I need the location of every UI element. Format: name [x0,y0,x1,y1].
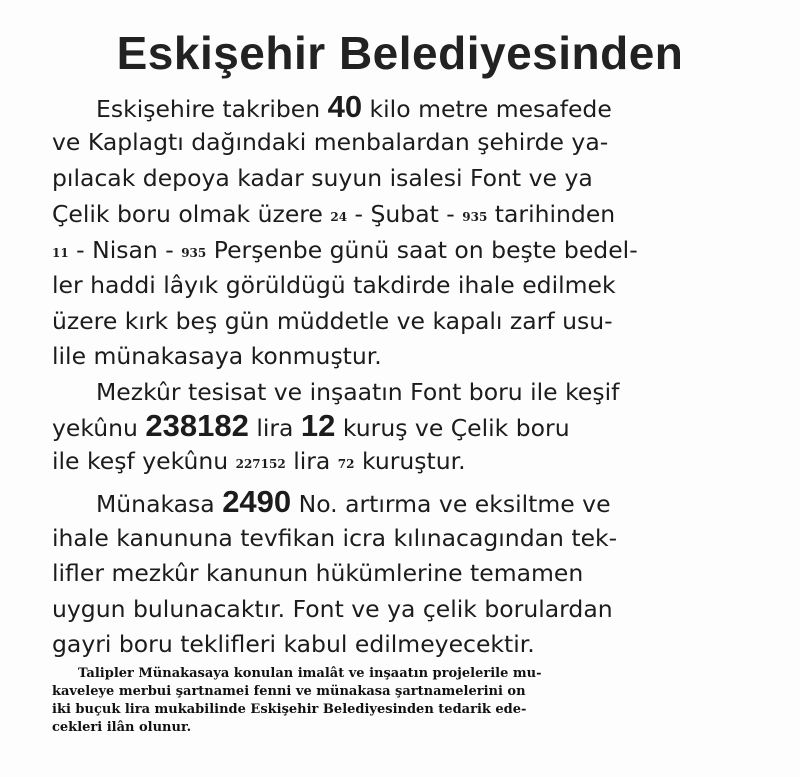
distance-number: 40 [327,89,363,124]
p3-line-3: lifler mezkûr kanunun hükümlerine temamen [52,559,584,587]
end-year: 935 [181,246,207,260]
p3-line-4: uygun bulunacaktır. Font ve ya çelik borulardan [52,595,613,623]
p2-line-1: Mezkûr tesisat ve inşaatın Font boru ile keşif [96,378,620,406]
p2-line-3-text-a: ile keşf yekûnu [52,447,236,475]
p3-line-1 [96,484,611,519]
p1-line-4-text-a: Çelik boru olmak üzere [52,200,331,228]
p1-line-3: pılacak depoya kadar suyun isalesi Font ve ya [52,164,593,192]
p1-line-7: üzere kırk beş gün müddetle ve kapalı zarf usu- [52,307,613,335]
p1-line-4-text-c: tarihinden [487,200,616,228]
p1-line-1-text-b: kilo metre mesafede [362,95,612,123]
p1-line-5-text-b: Perşenbe günü saat on beşte bedel- [206,236,638,264]
announcement-title: Eskişehir Belediyesinden [116,27,684,79]
end-day: 11 [52,246,69,260]
start-day: 24 [330,210,348,224]
p2-line-2-text-b: lira [248,414,301,442]
note-line-2: kaveleye merbui şartnamei fenni ve münakasa şartnamelerini on [52,684,526,699]
p1-line-1 [96,89,612,124]
law-number: 2490 [222,484,292,519]
cast-iron-cost-kurus: 12 [300,408,336,443]
p1-line-5-text-a: - Nisan - [68,236,182,264]
p2-line-2-text-c: kuruş ve Çelik boru [335,414,570,442]
p1-line-5 [52,235,638,268]
p2-line-3-text-b: lira [285,447,338,475]
p1-line-1-text-a: Eskişehire takriben [96,95,328,123]
p3-line-2: ihale kanununa tevfikan icra kılınacagından tek- [52,524,618,552]
p1-line-8: lile münakasaya konmuştur. [52,342,382,370]
p2-line-2 [52,408,570,443]
p1-line-2: ve Kaplagtı dağındaki menbalardan şehirde ya- [52,128,609,156]
p1-line-4-text-b: - Şubat - [347,200,463,228]
p3-line-1-text-b: No. artırma ve eksiltme ve [291,490,611,518]
steel-cost-lira: 227152 [235,457,286,471]
p1-line-4 [52,199,615,232]
steel-cost-kurus: 72 [337,457,355,471]
note-line-4: cekleri ilân olunur. [52,720,192,735]
p2-line-2-text-a: yekûnu [52,414,146,442]
note-line-1: Talipler Münakasaya konulan imalât ve inşaatın projelerile mu- [78,666,542,681]
p2-line-3-text-c: kuruştur. [354,447,466,475]
start-year: 935 [462,210,488,224]
p3-line-1-text-a: Münakasa [96,490,223,518]
p3-line-5: gayri boru teklifleri kabul edilmeyecektir. [52,630,535,658]
cast-iron-cost-lira: 238182 [145,408,249,443]
p2-line-3 [52,446,466,479]
note-line-3: iki buçuk lira mukabilinde Eskişehir Belediyesinden tedarik ede- [52,702,527,717]
p1-line-6: ler haddi lâyık görüldügü takdirde ihale edilmek [52,271,616,299]
